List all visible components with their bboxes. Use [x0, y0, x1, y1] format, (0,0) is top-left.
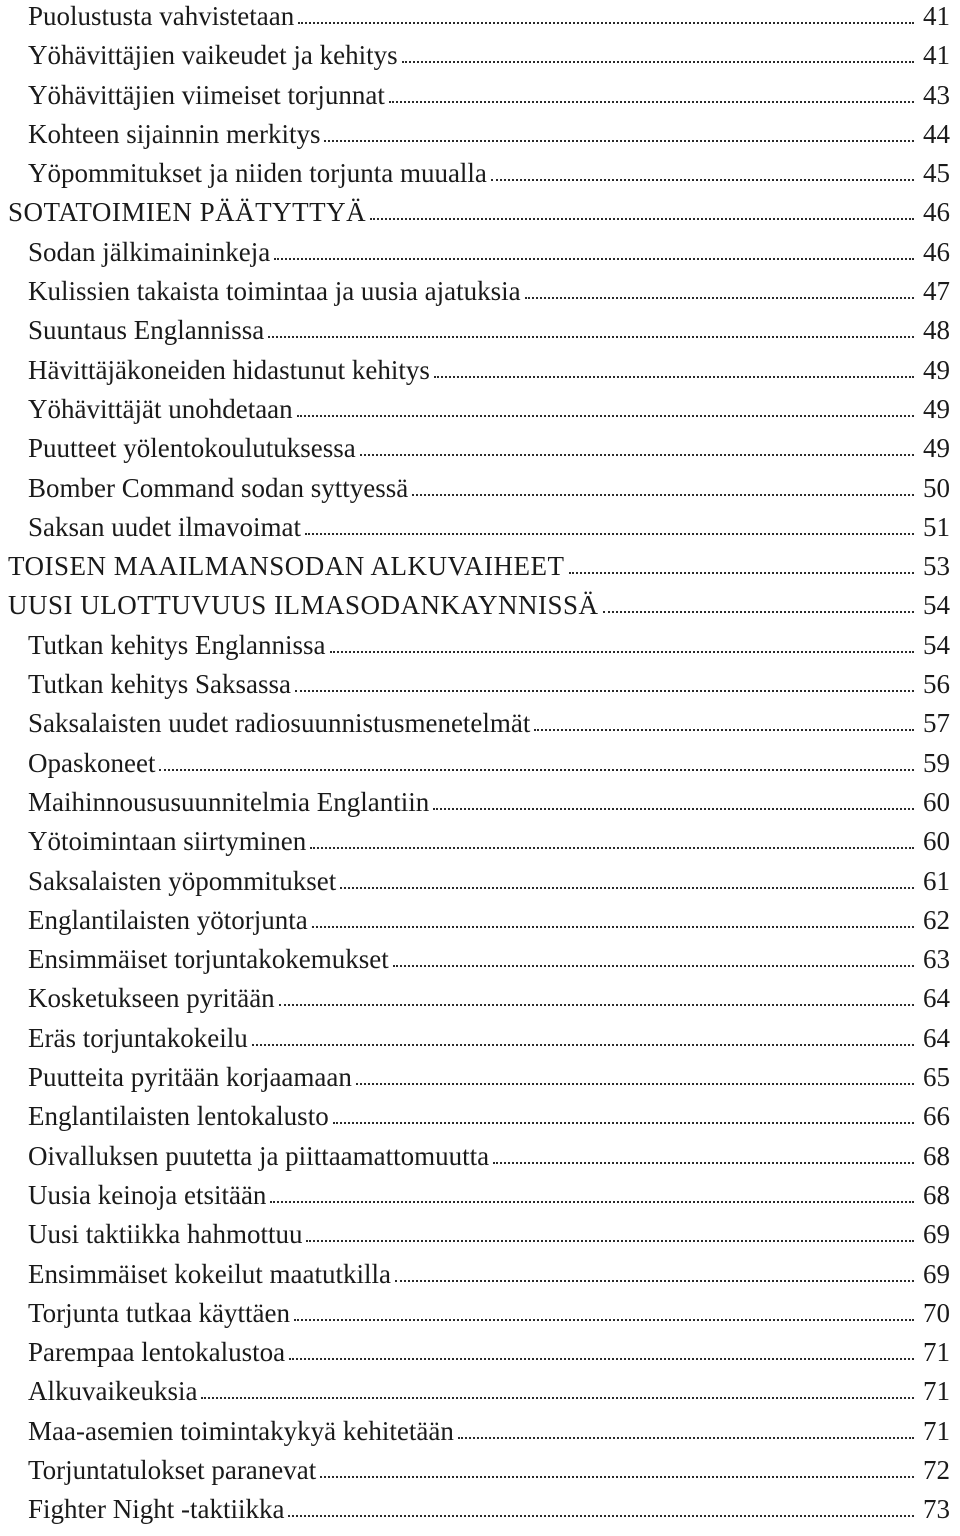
dot-leader [434, 376, 914, 378]
dot-leader [603, 611, 914, 613]
toc-entry [0, 502, 960, 541]
toc-entry-title: Yöhävittäjien viimeiset torjunnat [28, 79, 385, 110]
toc-page-number: 47 [923, 276, 950, 307]
toc-page-number: 49 [923, 354, 950, 385]
toc-entry [0, 1327, 960, 1366]
toc-page-number: 64 [923, 1022, 950, 1053]
dot-leader [297, 415, 914, 417]
dot-leader [389, 101, 914, 103]
toc-page-number: 61 [923, 865, 950, 896]
toc-entry-title: Saksalaisten yöpommitukset [28, 865, 337, 896]
dot-leader [268, 336, 914, 338]
toc-page-number: 68 [923, 1179, 950, 1210]
dot-leader [395, 1280, 914, 1282]
toc-page-number: 49 [923, 433, 950, 464]
toc-page-number: 54 [923, 629, 950, 660]
toc-entry-title: Parempaa lentokalustoa [28, 1337, 286, 1368]
toc-entry [0, 1484, 960, 1523]
toc-entry-title: Maihinnoususuunnitelmia Englantiin [28, 786, 430, 817]
toc-entry [0, 816, 960, 855]
toc-page-number: 51 [923, 511, 950, 542]
toc-entry [0, 227, 960, 266]
toc-entry-title: Puutteita pyritään korjaamaan [28, 1062, 352, 1093]
toc-page-number: 48 [923, 315, 950, 346]
dot-leader [270, 1201, 914, 1203]
toc-page-number: 73 [923, 1494, 950, 1525]
toc-entry [0, 266, 960, 305]
toc-entry-title: Tutkan kehitys Saksassa [28, 669, 292, 700]
toc-entry [0, 777, 960, 816]
dot-leader [525, 297, 914, 299]
dot-leader [534, 729, 914, 731]
toc-entry [0, 0, 960, 30]
dot-leader [252, 1044, 914, 1046]
toc-section-heading: SOTATOIMIEN PÄÄTYTTYÄ [8, 197, 367, 228]
toc-entry-title: Puolustusta vahvistetaan [28, 1, 295, 31]
toc-entry-title: Maa-asemien toimintakykyä kehitetään [28, 1415, 454, 1446]
toc-entry [0, 344, 960, 383]
toc-entry [0, 305, 960, 344]
toc-entry-title: Opaskoneet [28, 747, 156, 778]
dot-leader [360, 454, 914, 456]
toc-entry [0, 855, 960, 894]
toc-entry-title: Hävittäjäkoneiden hidastunut kehitys [28, 354, 430, 385]
toc-page-number: 69 [923, 1219, 950, 1250]
dot-leader [289, 1358, 914, 1360]
toc-entry [0, 698, 960, 737]
toc-page-number: 54 [923, 590, 950, 621]
toc-entry-title: Yöhävittäjät unohdetaan [28, 393, 293, 424]
toc-entry-title: Torjuntatulokset paranevat [28, 1455, 317, 1486]
toc-entry-title: Yöhävittäjien vaikeudet ja kehitys [28, 40, 398, 71]
toc-page-number: 63 [923, 944, 950, 975]
toc-page-number: 56 [923, 669, 950, 700]
toc-entry [0, 973, 960, 1012]
dot-leader [298, 22, 914, 24]
dot-leader [330, 651, 914, 653]
toc-entry [0, 1052, 960, 1091]
toc-page-number: 71 [923, 1415, 950, 1446]
dot-leader [295, 690, 914, 692]
toc-entry-title: Kohteen sijainnin merkitys [28, 118, 321, 149]
toc-entry-title: Sodan jälkimaininkeja [28, 236, 271, 267]
toc-entry [0, 423, 960, 462]
dot-leader [274, 258, 914, 260]
toc-entry-title: Yötoimintaan siirtyminen [28, 826, 307, 857]
toc-entry-title: Englantilaisten yötorjunta [28, 904, 308, 935]
toc-entry-title: Puutteet yölentokoulutuksessa [28, 433, 356, 464]
toc-entry [0, 1445, 960, 1484]
toc-entry [0, 541, 960, 580]
toc-entry [0, 1209, 960, 1248]
toc-page-number: 50 [923, 472, 950, 503]
toc-entry [0, 620, 960, 659]
dot-leader [294, 1319, 914, 1321]
toc-entry-title: Kosketukseen pyritään [28, 983, 275, 1014]
toc-page-number: 71 [923, 1337, 950, 1368]
toc-entry-title: Saksalaisten uudet radiosuunnistusmenetelmät [28, 708, 531, 739]
toc-section-heading: UUSI ULOTTUVUUS ILMASODANKAYNNISSÄ [8, 590, 599, 621]
toc-entry-title: Kulissien takaista toimintaa ja uusia ajatuksia [28, 276, 521, 307]
dot-leader [279, 1004, 914, 1006]
toc-entry-title: Tutkan kehitys Englannissa [28, 629, 326, 660]
toc-entry-title: Englantilaisten lentokalusto [28, 1101, 329, 1132]
dot-leader [493, 1162, 914, 1164]
toc-page-number: 69 [923, 1258, 950, 1289]
toc-entry [0, 1406, 960, 1445]
toc-page-number: 60 [923, 786, 950, 817]
toc-entry [0, 580, 960, 619]
toc-entry-title: Ensimmäiset torjuntakokemukset [28, 944, 389, 975]
toc-entry-title: Saksan uudet ilmavoimat [28, 511, 301, 542]
dot-leader [320, 1476, 914, 1478]
toc-page-number: 41 [923, 1, 950, 31]
toc-page-number: 71 [923, 1376, 950, 1407]
toc-entry [0, 1170, 960, 1209]
toc-entry [0, 384, 960, 423]
dot-leader [412, 494, 914, 496]
toc-page-number: 64 [923, 983, 950, 1014]
toc-entry [0, 1248, 960, 1287]
toc-entry-title: Oivalluksen puutetta ja piittaamattomuutta [28, 1140, 490, 1171]
dot-leader [340, 887, 914, 889]
dot-leader [491, 179, 914, 181]
dot-leader [333, 1122, 914, 1124]
toc-page-number: 62 [923, 904, 950, 935]
dot-leader [288, 1515, 914, 1517]
dot-leader [201, 1397, 914, 1399]
dot-leader [370, 218, 914, 220]
toc-entry [0, 895, 960, 934]
toc-entry [0, 1130, 960, 1169]
toc-page-number: 41 [923, 40, 950, 71]
toc-entry [0, 30, 960, 69]
dot-leader [402, 61, 914, 63]
toc-page-number: 65 [923, 1062, 950, 1093]
toc-entry-title: Ensimmäiset kokeilut maatutkilla [28, 1258, 391, 1289]
dot-leader [569, 572, 915, 574]
toc-entry [0, 187, 960, 226]
toc-page-number: 60 [923, 826, 950, 857]
toc-entry [0, 1288, 960, 1327]
toc-entry-title: Alkuvaikeuksia [28, 1376, 198, 1407]
toc-entry [0, 659, 960, 698]
toc-entry-title: Eräs torjuntakokeilu [28, 1022, 248, 1053]
toc-page-number: 46 [923, 197, 950, 228]
toc-page-number: 66 [923, 1101, 950, 1132]
toc-entry-title: Fighter Night -taktiikka [28, 1494, 285, 1525]
dot-leader [159, 769, 914, 771]
toc-entry [0, 1013, 960, 1052]
toc-entry-title: Uusia keinoja etsitään [28, 1179, 267, 1210]
toc-page-number: 68 [923, 1140, 950, 1171]
toc-page-number: 70 [923, 1297, 950, 1328]
dot-leader [433, 808, 914, 810]
dot-leader [356, 1083, 914, 1085]
toc-page-number: 57 [923, 708, 950, 739]
toc-page-number: 44 [923, 118, 950, 149]
dot-leader [310, 847, 914, 849]
dot-leader [312, 926, 914, 928]
toc-entry-title: Uusi taktiikka hahmottuu [28, 1219, 303, 1250]
dot-leader [305, 533, 914, 535]
toc-entry [0, 934, 960, 973]
toc-entry-title: Yöpommitukset ja niiden torjunta muualla [28, 158, 487, 189]
toc-page-number: 53 [923, 551, 950, 582]
toc-page-number: 59 [923, 747, 950, 778]
dot-leader [306, 1240, 914, 1242]
toc-entry [0, 148, 960, 187]
toc-section-heading: TOISEN MAAILMANSODAN ALKUVAIHEET [8, 551, 565, 582]
toc-page-number: 49 [923, 393, 950, 424]
dot-leader [458, 1437, 914, 1439]
toc-entry-title: Suuntaus Englannissa [28, 315, 265, 346]
toc-entry-title: Bomber Command sodan syttyessä [28, 472, 409, 503]
toc-page-number: 45 [923, 158, 950, 189]
toc-entry [0, 737, 960, 776]
toc-page-number: 43 [923, 79, 950, 110]
toc-entry [0, 1091, 960, 1130]
toc-page-number: 46 [923, 236, 950, 267]
toc-entry [0, 109, 960, 148]
dot-leader [393, 965, 914, 967]
toc-entry-title: Torjunta tutkaa käyttäen [28, 1297, 291, 1328]
toc-entry [0, 69, 960, 108]
dot-leader [324, 140, 914, 142]
toc-entry [0, 462, 960, 501]
toc-entry [0, 1366, 960, 1405]
toc-page-number: 72 [923, 1455, 950, 1486]
